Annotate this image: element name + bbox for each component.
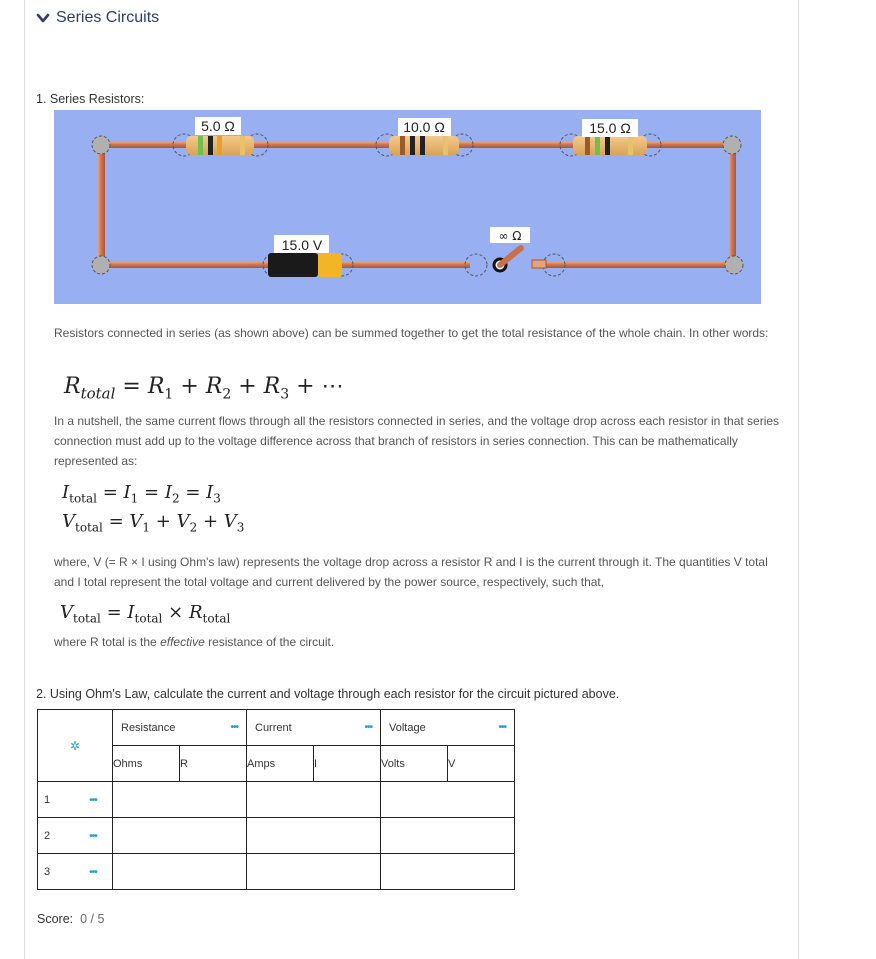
table-row xyxy=(38,782,515,818)
voltage-input-cell[interactable] xyxy=(381,854,515,890)
unit-amps: Amps xyxy=(247,746,314,782)
unit-volts: Volts xyxy=(381,746,448,782)
paragraph-current-voltage: In a nutshell, the same current flows through all the resistors connected in series, and the voltage drop across each resistor in that series connection must add up to the voltage difference across that branch of resistors in series connection. This can be mathematically represented as: xyxy=(54,414,780,468)
switch[interactable] xyxy=(465,227,565,276)
column-header-voltage: Voltage ••• xyxy=(381,710,515,746)
resistor-3[interactable] xyxy=(560,119,661,156)
current-input-cell[interactable] xyxy=(247,854,381,890)
wire-bottom-right xyxy=(544,262,734,268)
resistance-input-cell[interactable] xyxy=(113,854,247,890)
junction-node[interactable] xyxy=(725,256,743,274)
row-number: 1 xyxy=(38,782,75,818)
table-row xyxy=(38,818,515,854)
circuit-svg xyxy=(54,110,761,304)
equation-rtotal: $R_{total} = R_1 + R_2 + R_3$ + ⋯ xyxy=(64,374,344,403)
section-title: Series Circuits xyxy=(56,9,160,26)
resistor-1-label: 5.0 Ω xyxy=(201,118,235,134)
paragraph-ohms-law: where, V (= R × I using Ohm's law) represents the voltage drop across a resistor R and I is the current through it. The quantities V total and I total represent the total voltage and current delivered by the power source, respectively, such that, xyxy=(54,555,768,589)
symbol-r: R xyxy=(180,746,247,782)
resistor-2-label: 10.0 Ω xyxy=(403,119,445,135)
row-number: 2 xyxy=(38,818,75,854)
junction-node[interactable] xyxy=(723,136,741,154)
wire-right xyxy=(729,146,736,266)
table-row xyxy=(38,854,515,890)
question-1-label: 1. Series Resistors: xyxy=(36,92,145,106)
resistance-input-cell[interactable] xyxy=(113,818,247,854)
junction-node[interactable] xyxy=(92,136,110,154)
resistor-1[interactable] xyxy=(173,117,268,156)
resistor-3-label: 15.0 Ω xyxy=(589,120,631,136)
equation-ohms-total: $V_{total} = I_{total} \times R_{total}$ xyxy=(60,602,231,626)
symbol-i: I xyxy=(314,746,381,782)
wire-left xyxy=(98,146,105,266)
resistance-input-cell[interactable] xyxy=(113,782,247,818)
column-header-current: Current ••• xyxy=(247,710,381,746)
junction-node[interactable] xyxy=(92,256,110,274)
row-menu-icon[interactable]: ••• xyxy=(89,830,97,842)
row-menu-icon[interactable]: ••• xyxy=(89,794,97,806)
row-number: 3 xyxy=(38,854,75,890)
current-input-cell[interactable] xyxy=(247,782,381,818)
current-input-cell[interactable] xyxy=(247,818,381,854)
switch-label: ∞ Ω xyxy=(498,229,522,243)
table-settings-cell[interactable] xyxy=(38,710,113,782)
row-menu-icon[interactable]: ••• xyxy=(89,866,97,878)
voltage-input-cell[interactable] xyxy=(381,782,515,818)
score-value: 0 / 5 xyxy=(80,912,105,926)
score: Score: 0 / 5 xyxy=(37,912,105,926)
symbol-v: V xyxy=(448,746,515,782)
column-menu-icon[interactable]: ••• xyxy=(230,722,238,733)
gear-icon[interactable]: ✲ xyxy=(69,738,81,753)
answer-table xyxy=(37,709,515,890)
question-2-label: 2. Using Ohm's Law, calculate the current and voltage through each resistor for the circuit pictured above. xyxy=(36,687,620,701)
equation-vtotal: $V_{total} = V_1 + V_2 + V_3$ xyxy=(62,511,245,535)
column-menu-icon[interactable]: ••• xyxy=(498,722,506,733)
battery[interactable] xyxy=(263,235,353,277)
paragraph-effective: where R total is the effective resistance of the circuit. xyxy=(54,635,335,649)
unit-ohms: Ohms xyxy=(113,746,180,782)
paragraph-series-sum: Resistors connected in series (as shown above) can be summed together to get the total resistance of the whole chain. In other words: xyxy=(54,326,769,340)
column-menu-icon[interactable]: ••• xyxy=(364,722,372,733)
resistor-2[interactable] xyxy=(376,118,473,156)
chevron-down-icon[interactable] xyxy=(36,11,50,25)
column-header-resistance: Resistance ••• xyxy=(113,710,247,746)
equation-itotal: $I_{total} = I_1 = I_2 = I_3$ xyxy=(62,482,221,506)
battery-label: 15.0 V xyxy=(281,237,323,253)
circuit-diagram xyxy=(54,110,761,304)
section-header[interactable] xyxy=(36,9,159,27)
voltage-input-cell[interactable] xyxy=(381,818,515,854)
